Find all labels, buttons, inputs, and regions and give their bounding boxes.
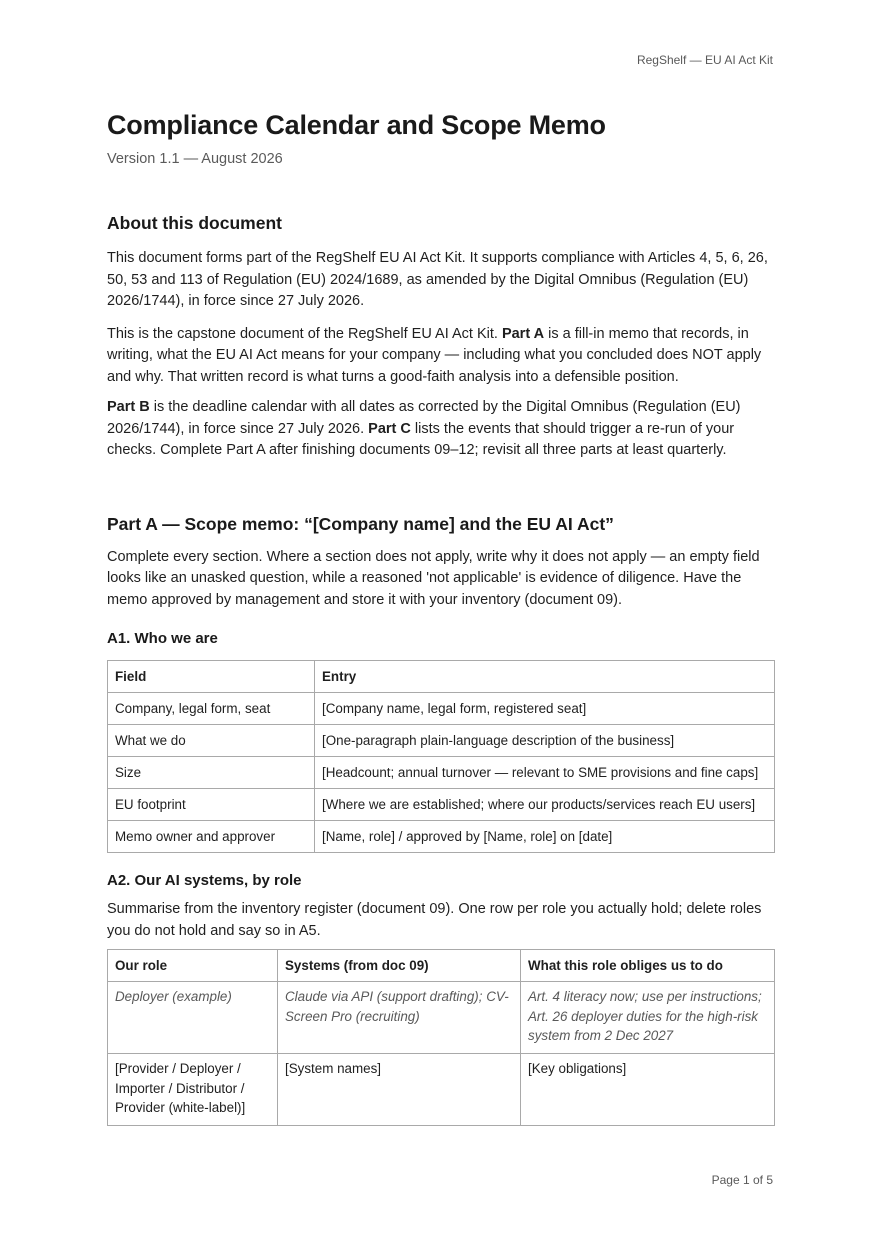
a1-heading: A1. Who we are xyxy=(107,630,218,647)
table-header-row xyxy=(108,661,775,693)
role-cell: Deployer (example) xyxy=(108,982,278,1054)
about-paragraph-3: Part B is the deadline calendar with all dates as corrected by the Digital Omnibus (Regulation (EU) 2026/1744), in force since 27 July 2026. Part C lists the events that should trigger a re-run of your checks. Complete Part A after finishing documents 09–12; revisit all three parts at least quarterly. xyxy=(107,399,741,458)
who-we-are-table xyxy=(107,660,775,853)
table-row xyxy=(108,757,775,789)
table-row xyxy=(108,1054,775,1126)
about-heading: About this document xyxy=(107,213,282,233)
role-cell: [Provider / Deployer / Importer / Distributor / Provider (white-label)] xyxy=(108,1054,278,1126)
entry-cell: [One-paragraph plain-language description of the business] xyxy=(315,725,775,757)
field-cell: EU footprint xyxy=(108,789,315,821)
a2-intro: Summarise from the inventory register (document 09). One row per role you actually hold; delete roles you do not hold and say so in A5. xyxy=(107,901,762,939)
entry-cell: [Company name, legal form, registered seat] xyxy=(315,693,775,725)
table-row xyxy=(108,789,775,821)
table-row xyxy=(108,693,775,725)
running-header: RegShelf — EU AI Act Kit xyxy=(636,53,773,67)
part-a-intro: Complete every section. Where a section does not apply, write why it does not apply — an empty field looks like an unasked question, while a reasoned 'not applicable' is evidence of diligence. Have the memo approved by management and store it with your inventory (document 09). xyxy=(107,548,760,608)
obligations-cell: Art. 4 literacy now; use per instructions; Art. 26 deployer duties for the high-risk system from 2 Dec 2027 xyxy=(521,982,775,1054)
part-a-heading: Part A — Scope memo: “[Company name] and the EU AI Act” xyxy=(107,513,614,534)
field-cell: Company, legal form, seat xyxy=(108,693,315,725)
table-row-example xyxy=(108,982,775,1054)
about-paragraph-2: This is the capstone document of the RegShelf EU AI Act Kit. Part A is a fill-in memo that records, in writing, what the EU AI Act means for your company — including what you concluded does NOT apply and why. That written record is what turns a good-faith analysis into a defensible position. xyxy=(107,325,762,385)
column-header: What this role obliges us to do xyxy=(521,950,775,982)
field-cell: What we do xyxy=(108,725,315,757)
entry-cell: [Where we are established; where our products/services reach EU users] xyxy=(315,789,775,821)
document-version: Version 1.1 — August 2026 xyxy=(107,151,283,167)
entry-cell: [Name, role] / approved by [Name, role] on [date] xyxy=(315,821,775,853)
field-cell: Memo owner and approver xyxy=(108,821,315,853)
document-body xyxy=(107,108,774,1126)
about-paragraph-1: This document forms part of the RegShelf EU AI Act Kit. It supports compliance with Articles 4, 5, 6, 26, 50, 53 and 113 of Regulation (EU) 2024/1689, as amended by the Digital Omnibus (Regulation (EU) 2026/1744), in force since 27 July 2026. xyxy=(107,250,768,309)
a2-heading: A2. Our AI systems, by role xyxy=(107,872,302,889)
table-header-row xyxy=(108,950,775,982)
column-header: Entry xyxy=(315,661,775,693)
column-header: Systems (from doc 09) xyxy=(278,950,521,982)
column-header: Field xyxy=(108,661,315,693)
column-header: Our role xyxy=(108,950,278,982)
page-number: Page 1 of 5 xyxy=(711,1173,773,1187)
systems-cell: Claude via API (support drafting); CV-Screen Pro (recruiting) xyxy=(278,982,521,1054)
entry-cell: [Headcount; annual turnover — relevant to SME provisions and fine caps] xyxy=(315,757,775,789)
systems-cell: [System names] xyxy=(278,1054,521,1126)
table-row xyxy=(108,821,775,853)
obligations-cell: [Key obligations] xyxy=(521,1054,775,1126)
ai-systems-by-role-table xyxy=(107,949,775,1126)
field-cell: Size xyxy=(108,757,315,789)
document-title: Compliance Calendar and Scope Memo xyxy=(107,110,606,140)
table-row xyxy=(108,725,775,757)
